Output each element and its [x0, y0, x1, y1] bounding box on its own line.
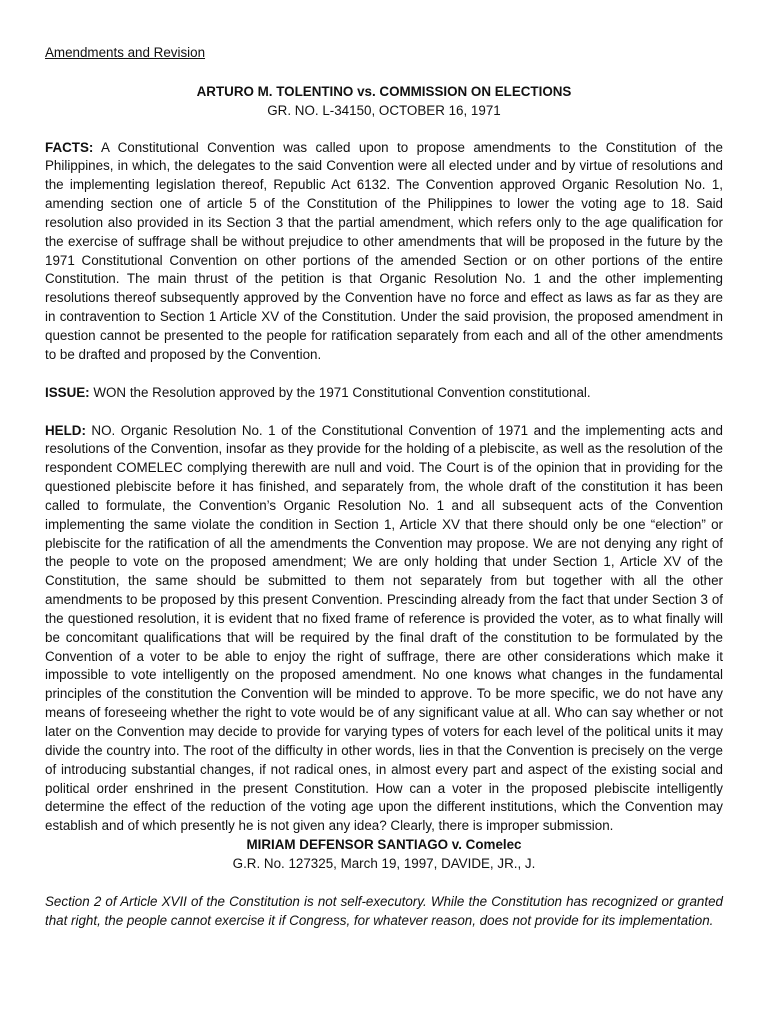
case2-citation: G.R. No. 127325, March 19, 1997, DAVIDE, JR., J.: [232, 855, 536, 871]
case1-facts-paragraph: [45, 139, 723, 365]
section-heading: Amendments and Revision: [45, 45, 206, 60]
issue-label: ISSUE:: [45, 384, 90, 400]
issue-text: WON the Resolution approved by the 1971 Constitutional Convention constitutional.: [89, 384, 591, 400]
case1-title: ARTURO M. TOLENTINO vs. COMMISSION ON ELECTIONS: [196, 83, 572, 99]
held-label: HELD:: [45, 422, 86, 438]
document-page: [45, 44, 723, 949]
facts-label: FACTS:: [45, 139, 94, 155]
facts-text: A Constitutional Convention was called upon to propose amendments to the Constitution of the Philippines, in which, the delegates to the said Convention were all elected under and by virtue of resolutions and the implementing legislation thereof, Republic Act 6132. The Convention approved Organic Resolution No. 1, amending section one of article 5 of the Constitution of the Philippines to lower the voting age to 18. Said resolution also provided in its Section 3 that the partial amendment, which refers only to the age qualification for the exercise of suffrage shall be without prejudice to other amendments that will be proposed in the future by the 1971 Constitutional Convention on other portions of the amended Section or on other portions of the entire Constitution. The main thrust of the petition is that Organic Resolution No. 1 and the other implementing resolutions thereof subsequently approved by the Convention have no force and effect as laws as far as they are in contravention to Section 1 Article XV of the Constitution. Under the said provision, the proposed amendment in question cannot be presented to the people for ratification separately from each and all of the other amendments to be drafted and proposed by the Convention.: [45, 139, 723, 362]
held-text: NO. Organic Resolution No. 1 of the Constitutional Convention of 1971 and the implementing acts and resolutions of the Convention, insofar as they provide for the holding of a plebiscite, as well as the resolution of the respondent COMELEC complying therewith are null and void. The Court is of the opinion that in providing for the questioned plebiscite before it has finished, and separately from, the whole draft of the constitution it has been called to formulate, the Convention’s Organic Resolution No. 1 and all subsequent acts of the Convention implementing the same violate the condition in Section 1, Article XV that there should only be one “election” or plebiscite for the ratification of all the amendments the Convention may propose. We are not denying any right of the people to vote on the proposed amendment; We are only holding that under Section 1, Article XV of the Constitution, the same should be submitted to them not separately from but together with all the other amendments to be proposed by this present Convention. Prescinding already from the fact that under Section 3 of the questioned resolution, it is evident that no fixed frame of reference is provided the voter, as to what finally will be concomitant qualifications that will be required by the final draft of the constitution to be formulated by the Convention of a voter to be able to enjoy the right of suffrage, there are other considerations which make it impossible to vote intelligently on the proposed amendment. No one knows what changes in the fundamental principles of the constitution the Convention will be minded to approve. To be more specific, we do not have any means of foreseeing whether the right to vote would be of any significant value at all. Who can say whether or not later on the Convention may decide to provide for varying types of voters for each level of the political units it may divide the country into. The root of the difficulty in other words, lies in that the Convention is precisely on the verge of introducing substantial changes, if not radical ones, in almost every part and aspect of the existing social and political order enshrined in the present Constitution. How can a voter in the proposed plebiscite intelligently determine the effect of the reduction of the voting age upon the different institutions, which the Convention may establish and of which presently he is not given any idea? Clearly, there is improper submission.: [45, 422, 723, 834]
case2-title: MIRIAM DEFENSOR SANTIAGO v. Comelec: [246, 837, 522, 853]
case1-issue-paragraph: [45, 384, 723, 403]
case1-held-paragraph: [45, 422, 723, 837]
case1-citation: GR. NO. L-34150, OCTOBER 16, 1971: [267, 102, 501, 118]
case2-summary: Section 2 of Article XVII of the Constitution is not self-executory. While the Constitution has recognized or granted that right, the people cannot exercise it if Congress, for whatever reason, does not provide for its implementation.: [45, 893, 723, 928]
